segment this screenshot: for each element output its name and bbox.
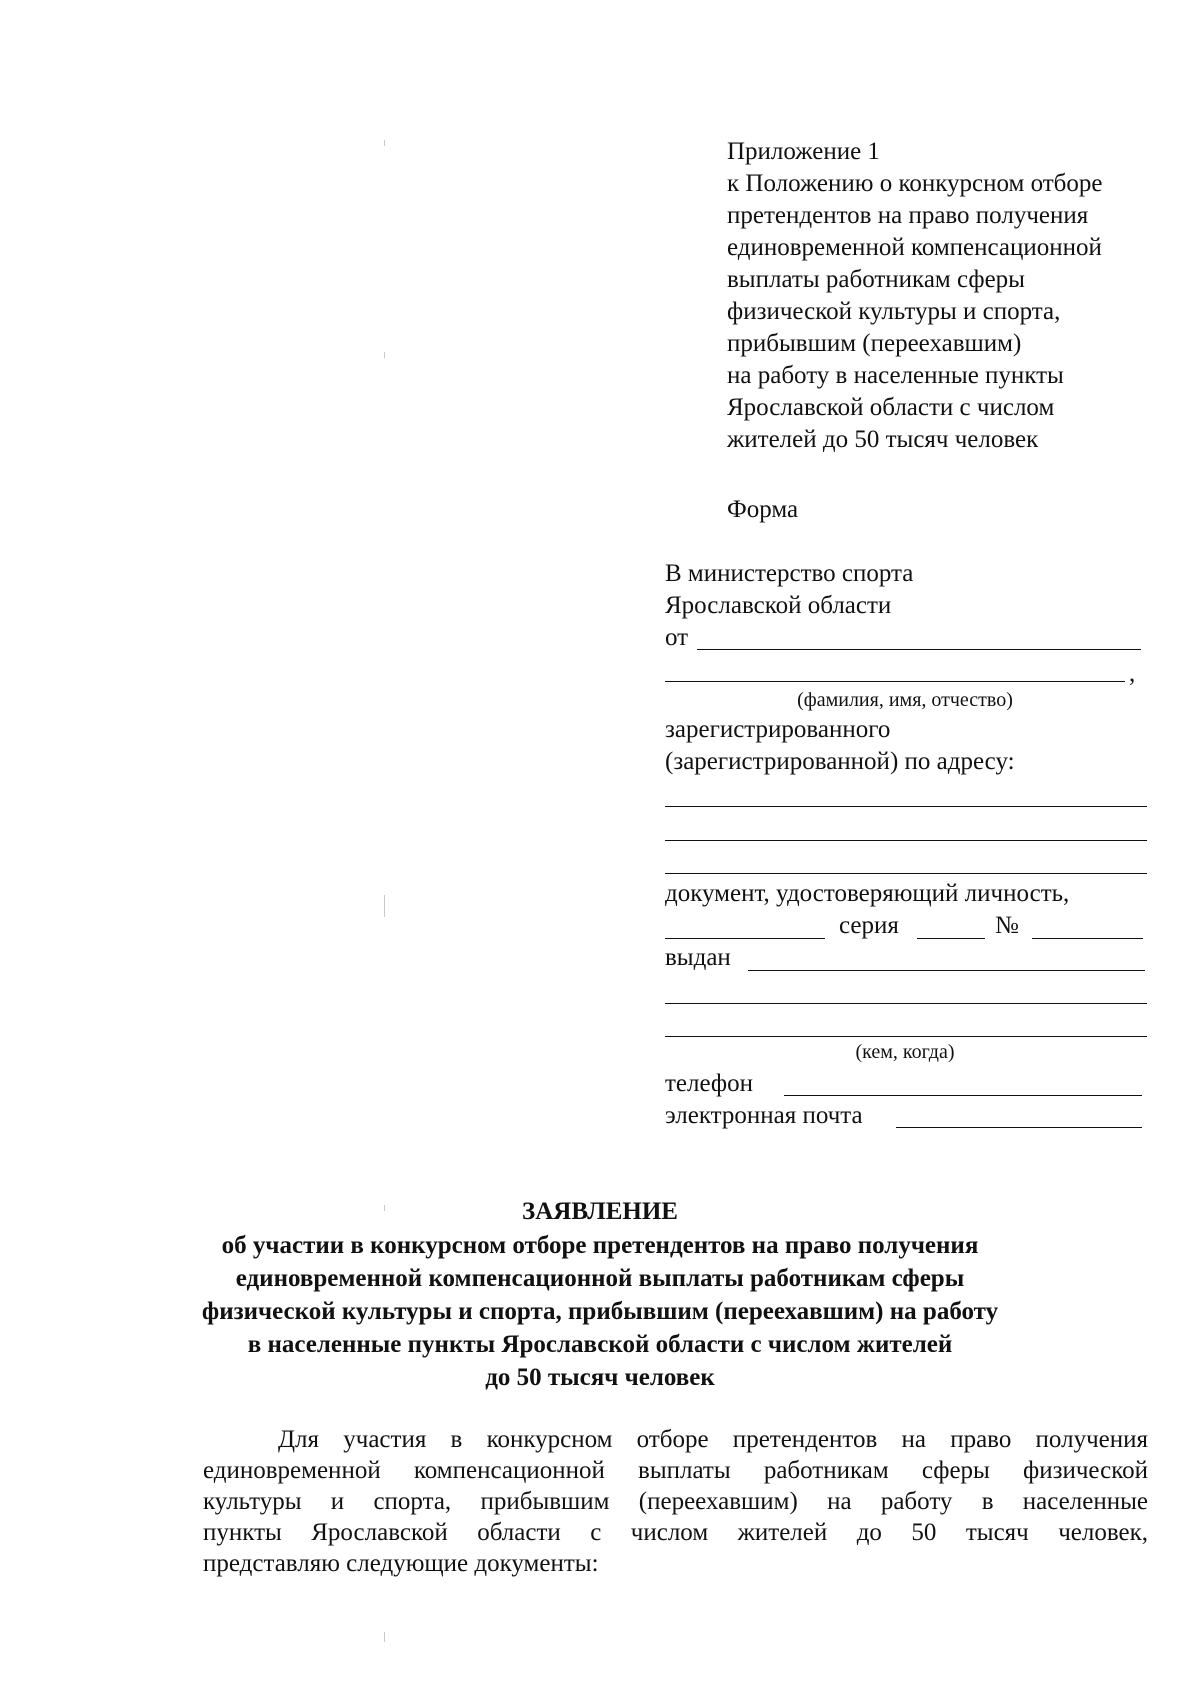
issued-field-2[interactable] — [665, 1003, 1147, 1004]
address-field-3[interactable] — [665, 873, 1147, 874]
from-label: от — [665, 624, 689, 651]
body-line: единовременной компенсационной выплаты работникам сферы физической — [203, 1457, 1148, 1484]
body-line: Для участия в конкурсном отборе претендентов на право получения — [278, 1426, 1148, 1453]
appendix-line: выплаты работникам сферы — [727, 266, 1025, 293]
series-field[interactable] — [917, 938, 985, 939]
address-field-2[interactable] — [665, 840, 1147, 841]
email-field[interactable] — [896, 1127, 1142, 1128]
appendix-line: прибывшим (переехавшим) — [727, 330, 1022, 357]
scan-artifact — [384, 140, 385, 146]
subtitle-line: в населенные пункты Ярославской области с числом жителей — [247, 1331, 953, 1358]
id-document-label: документ, удостоверяющий личность, — [665, 880, 1070, 907]
from-name-field[interactable] — [697, 649, 1141, 650]
issued-caption: (кем, когда) — [855, 1041, 955, 1063]
appendix-line: единовременной компенсационной — [727, 234, 1102, 261]
scan-artifact — [384, 1632, 385, 1642]
full-name-field[interactable] — [665, 681, 1125, 682]
appendix-line: на работу в населенные пункты — [727, 362, 1064, 389]
body-line: представляю следующие документы: — [203, 1550, 599, 1577]
statement-title: ЗАЯВЛЕНИЕ — [522, 1198, 678, 1225]
registered-label: зарегистрированного — [665, 716, 891, 743]
body-line: культуры и спорта, прибывшим (переехавшим) на работу в населенные — [203, 1488, 1148, 1515]
appendix-line: Ярославской области с числом — [727, 394, 1055, 421]
appendix-line: претендентов на право получения — [727, 202, 1089, 229]
statement-subtitle — [0, 1229, 1200, 1394]
appendix-line: физической культуры и спорта, — [727, 298, 1061, 325]
id-document-type-field[interactable] — [665, 938, 825, 939]
issued-label: выдан — [665, 944, 731, 971]
subtitle-line: физической культуры и спорта, прибывшим (переехавшим) на работу — [201, 1298, 999, 1325]
addressee-line: В министерство спорта — [665, 560, 914, 587]
scan-artifact — [384, 895, 385, 917]
subtitle-line: до 50 тысяч человек — [485, 1364, 715, 1391]
statement-body — [203, 1424, 1148, 1579]
issued-field-1[interactable] — [748, 970, 1145, 971]
email-label: электронная почта — [665, 1102, 863, 1129]
number-field[interactable] — [1032, 938, 1143, 939]
phone-field[interactable] — [784, 1095, 1142, 1096]
series-label: серия — [839, 912, 899, 939]
phone-label: телефон — [665, 1070, 753, 1097]
form-label: Форма — [727, 496, 799, 523]
scan-artifact — [384, 352, 385, 358]
subtitle-line: единовременной компенсационной выплаты работникам сферы — [235, 1265, 965, 1292]
appendix-line: жителей до 50 тысяч человек — [727, 426, 1039, 453]
address-field-1[interactable] — [665, 806, 1147, 807]
subtitle-line: об участии в конкурсном отборе претендентов на право получения — [221, 1232, 979, 1259]
addressee-line: Ярославской области — [665, 592, 892, 619]
registered-label: (зарегистрированной) по адресу: — [665, 748, 1015, 775]
issued-field-3[interactable] — [665, 1036, 1147, 1037]
body-line: пункты Ярославской области с числом жителей до 50 тысяч человек, — [203, 1519, 1148, 1546]
appendix-line: к Положению о конкурсном отборе — [727, 170, 1103, 197]
appendix-block — [727, 136, 1102, 456]
trailing-comma: , — [1129, 660, 1136, 687]
number-label: № — [995, 912, 1019, 939]
appendix-line: Приложение 1 — [727, 138, 880, 165]
name-caption: (фамилия, имя, отчество) — [797, 689, 1013, 711]
